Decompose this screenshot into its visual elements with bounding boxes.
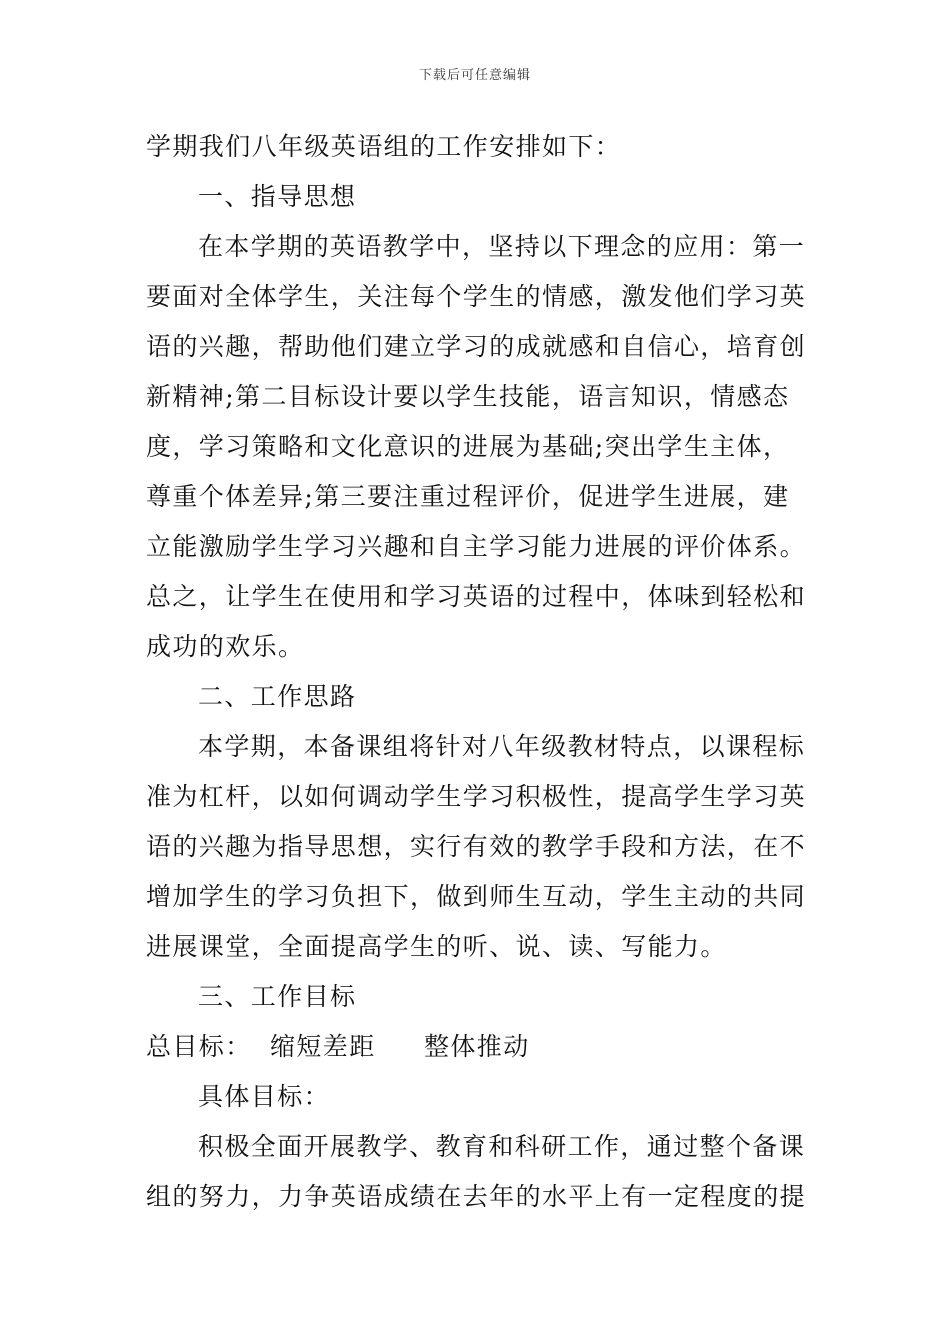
section-heading-guiding-thought: 一、指导思想 <box>198 182 357 211</box>
overall-goal-item-narrow-gap: 缩短差距 <box>270 1032 376 1061</box>
section-heading-work-goals: 三、工作目标 <box>198 982 357 1011</box>
specific-goal-label: 具体目标： <box>198 1082 331 1111</box>
intro-paragraph: 学期我们八年级英语组的工作安排如下： <box>146 132 622 161</box>
document-body <box>146 122 814 1222</box>
guiding-thought-paragraph: 在本学期的英语教学中，坚持以下理念的应用：第一要面对全体学生，关注每个学生的情感，激发他们学习英语的兴趣，帮助他们建立学习的成就感和自信心，培育创新精神;第二目标设计要以学生技能，语言知识，情感态度，学习策略和文化意识的进展为基础;突出学生主体，尊重个体差异;第三要注重过程评价，促进学生进展，建立能激励学生学习兴趣和自主学习能力进展的评价体系。总之，让学生在使用和学习英语的过程中，体味到轻松和成功的欢乐。 <box>146 232 807 661</box>
work-approach-paragraph: 本学期，本备课组将针对八年级教材特点，以课程标准为杠杆，以如何调动学生学习积极性，提高学生学习英语的兴趣为指导思想，实行有效的教学手段和方法，在不增加学生的学习负担下，做到师生互动，学生主动的共同进展课堂，全面提高学生的听、说、读、写能力。 <box>146 732 807 961</box>
specific-goal-paragraph: 积极全面开展教学、教育和科研工作，通过整个备课组的努力，力争英语成绩在去年的水平上有一定程度的提 <box>146 1132 807 1211</box>
section-heading-work-approach: 二、工作思路 <box>198 682 357 711</box>
overall-goal-label: 总目标： <box>146 1032 252 1061</box>
overall-goal-item-overall-push: 整体推动 <box>424 1032 530 1061</box>
overall-goal-line <box>146 1022 814 1072</box>
header-note: 下载后可任意编辑 <box>418 68 531 83</box>
